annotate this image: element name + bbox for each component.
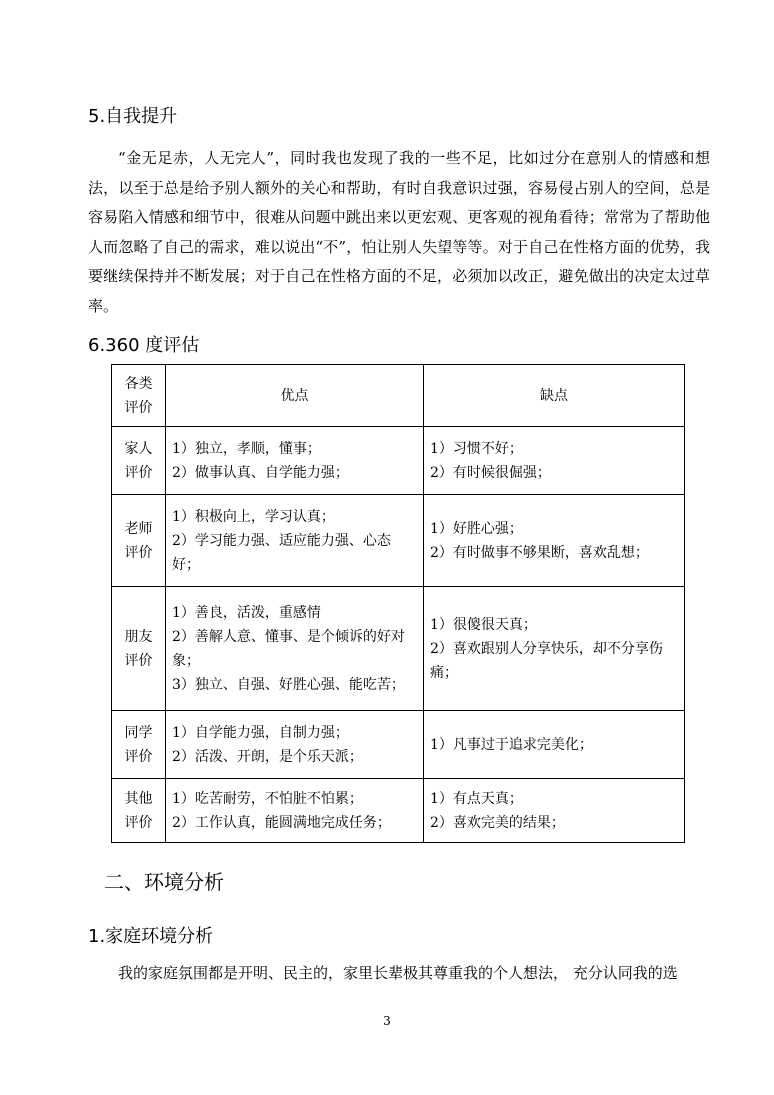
category-cell — [112, 711, 166, 779]
paragraph-self-improvement — [88, 144, 710, 321]
cons-item: 1）很傻很天真； — [430, 616, 537, 633]
cons-item: 1）习惯不好； — [430, 440, 523, 457]
pros-item: 2）做事认真、自学能力强； — [172, 464, 349, 481]
pros-item: 2）学习能力强、适应能力强、心态好； — [172, 532, 391, 573]
category-line2: 评价 — [124, 814, 153, 831]
paragraph-family-environment — [88, 959, 710, 989]
category-line1: 老师 — [124, 520, 153, 537]
table-row — [112, 427, 685, 495]
pros-cell — [166, 495, 424, 587]
pros-cell — [166, 427, 424, 495]
cons-item: 1）好胜心强； — [430, 520, 523, 537]
pros-cell — [166, 779, 424, 843]
section-heading-360-evaluation: 6.360 度评估 — [88, 335, 200, 356]
pros-item: 1）吃苦耐劳，不怕脏不怕累； — [172, 790, 363, 807]
category-cell — [112, 779, 166, 843]
paragraph-text: “金无足赤，人无完人”，同时我也发现了我的一些不足，比如过分在意别人的情感和想法，以至于总是给予别人额外的关心和帮助，有时自我意识过强，容易侵占别人的空间，总是容易陷入情感和细节中，很难从问题中跳出来以更宏观、更客观的视角看待；常常为了帮助他人而忽略了自己的需求，难以说出“不”，怕让别人失望等等。对于自己在性格方面的优势，我要继续保持并不断发展；对于自己在性格方面的不足，必须加以改正，避免做出的决定太过草率。 — [88, 149, 710, 315]
paragraph-text: 我的家庭氛围都是开明、民主的，家里长辈极其尊重我的个人想法， 充分认同我的选 — [118, 964, 678, 982]
table-header-row — [112, 365, 685, 427]
pros-item: 2）活泼、开朗，是个乐天派； — [172, 748, 363, 765]
pros-item: 2）善解人意、懂事、是个倾诉的好对象； — [172, 628, 405, 669]
category-line1: 同学 — [124, 724, 153, 741]
header-category-cell — [112, 365, 166, 427]
header-category-line2: 评价 — [124, 399, 153, 416]
pros-item: 2）工作认真，能圆满地完成任务； — [172, 814, 391, 831]
chapter-heading-environment-analysis: 二、环境分析 — [104, 870, 224, 894]
cons-item: 1）有点天真； — [430, 790, 523, 807]
category-cell — [112, 587, 166, 711]
pros-item: 1）独立，孝顺，懂事； — [172, 440, 321, 457]
cons-item: 2）有时做事不够果断，喜欢乱想； — [430, 544, 649, 561]
table-row — [112, 587, 685, 711]
pros-item: 1）自学能力强，自制力强； — [172, 724, 349, 741]
cons-item: 2）喜欢跟别人分享快乐，却不分享伤痛； — [430, 640, 663, 681]
header-pros-cell: 优点 — [166, 365, 424, 427]
section-heading-self-improvement: 5.自我提升 — [88, 106, 178, 127]
table-row — [112, 779, 685, 843]
table-row — [112, 495, 685, 587]
cons-item: 2）喜欢完美的结果； — [430, 814, 565, 831]
cons-cell — [424, 427, 685, 495]
category-line1: 家人 — [124, 440, 153, 457]
category-line2: 评价 — [124, 464, 153, 481]
cons-cell — [424, 711, 685, 779]
category-line2: 评价 — [124, 652, 153, 669]
section-heading-family-environment: 1.家庭环境分析 — [88, 926, 214, 947]
category-line1: 朋友 — [124, 628, 153, 645]
table-row — [112, 711, 685, 779]
category-cell — [112, 427, 166, 495]
category-line2: 评价 — [124, 748, 153, 765]
category-cell — [112, 495, 166, 587]
pros-item: 1）积极向上，学习认真； — [172, 508, 335, 525]
cons-cell — [424, 495, 685, 587]
cons-item: 2）有时候很倔强； — [430, 464, 551, 481]
pros-item: 3）独立、自强、好胜心强、能吃苦； — [172, 676, 405, 693]
cons-item: 1）凡事过于追求完美化； — [430, 736, 593, 753]
category-line1: 其他 — [124, 790, 153, 807]
cons-cell — [424, 779, 685, 843]
evaluation-table — [111, 364, 685, 843]
pros-cell — [166, 587, 424, 711]
pros-cell — [166, 711, 424, 779]
cons-cell — [424, 587, 685, 711]
pros-item: 1）善良，活泼，重感情 — [172, 604, 321, 621]
page-number: 3 — [383, 1014, 391, 1028]
header-category-line1: 各类 — [124, 375, 153, 392]
category-line2: 评价 — [124, 544, 153, 561]
header-cons-cell: 缺点 — [424, 365, 685, 427]
